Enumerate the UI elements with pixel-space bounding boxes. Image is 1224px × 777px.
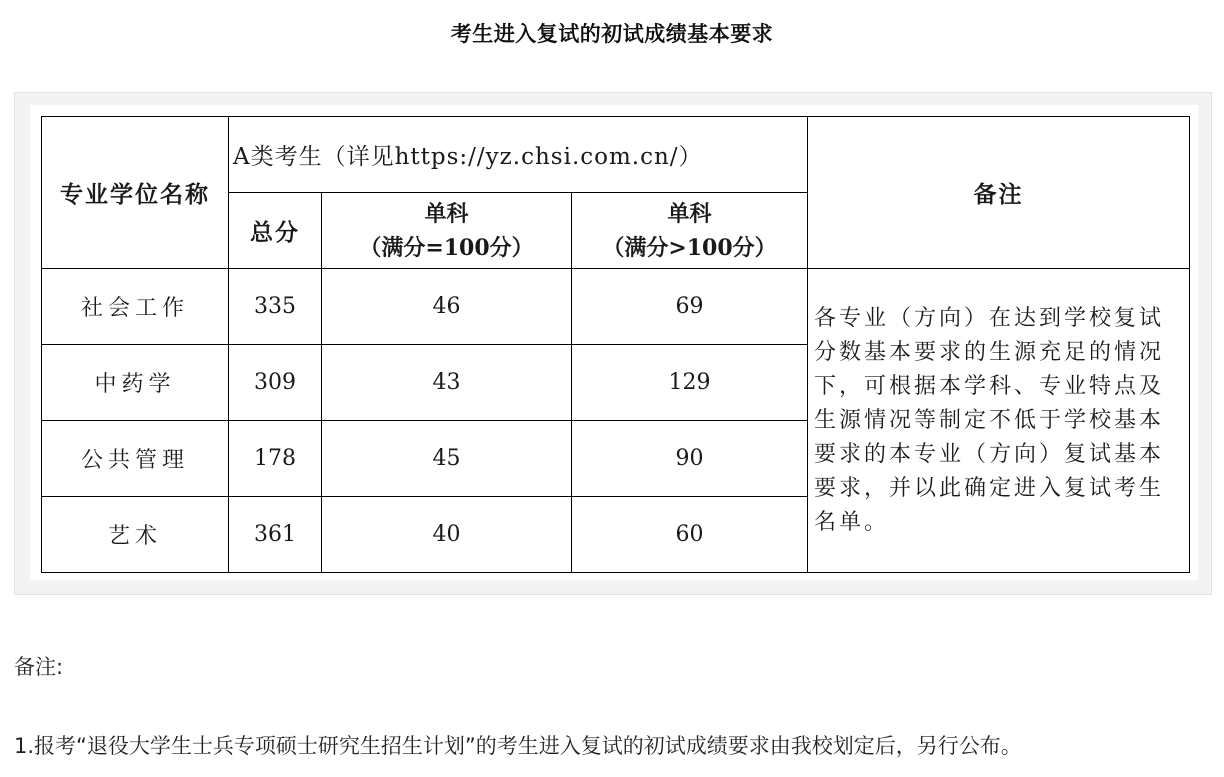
remarks-text: 各专业（方向）在达到学校复试分数基本要求的生源充足的情况下，可根据本学科、专业特点及生源情况等制定不低于学校基本要求的本专业（方向）复试基本要求，并以此确定进入复试考生名单。 [808, 269, 1190, 573]
total-score: 361 [229, 497, 322, 573]
score-requirements-table [41, 116, 1190, 573]
remarks-header: 备注 [808, 117, 1190, 269]
single-100-score: 45 [322, 421, 572, 497]
major-name: 公共管理 [42, 421, 229, 497]
major-name: 社会工作 [42, 269, 229, 345]
single-over100-score: 129 [572, 345, 808, 421]
single-over100-line2: （满分>100分） [602, 234, 777, 261]
notes-label: 备注: [14, 655, 64, 679]
single-100-score: 46 [322, 269, 572, 345]
single-over100-score: 69 [572, 269, 808, 345]
major-header: 专业学位名称 [42, 117, 229, 269]
single-100-score: 43 [322, 345, 572, 421]
note-item-1: 1.报考“退役大学生士兵专项硕士研究生招生计划”的考生进入复试的初试成绩要求由我校划定后，另行公布。 [14, 734, 1022, 758]
single-subject-100-header [322, 193, 572, 269]
total-score: 309 [229, 345, 322, 421]
table-row [42, 269, 1190, 345]
single-100-score: 40 [322, 497, 572, 573]
single-over100-score: 90 [572, 421, 808, 497]
total-score: 178 [229, 421, 322, 497]
table-header-row-1 [42, 117, 1190, 193]
table-image-inner [30, 105, 1198, 580]
major-name: 中药学 [42, 345, 229, 421]
total-score: 335 [229, 269, 322, 345]
single-subject-over100-header [572, 193, 808, 269]
table-image-frame [14, 92, 1212, 595]
single-100-line1: 单科 [424, 200, 469, 227]
single-over100-line1: 单科 [667, 200, 712, 227]
total-score-header: 总分 [229, 193, 322, 269]
category-a-header: A类考生（详见https://yz.chsi.com.cn/） [229, 117, 808, 193]
single-100-line2: （满分=100分） [359, 234, 534, 261]
page-title: 考生进入复试的初试成绩基本要求 [450, 22, 774, 46]
major-name: 艺术 [42, 497, 229, 573]
single-over100-score: 60 [572, 497, 808, 573]
